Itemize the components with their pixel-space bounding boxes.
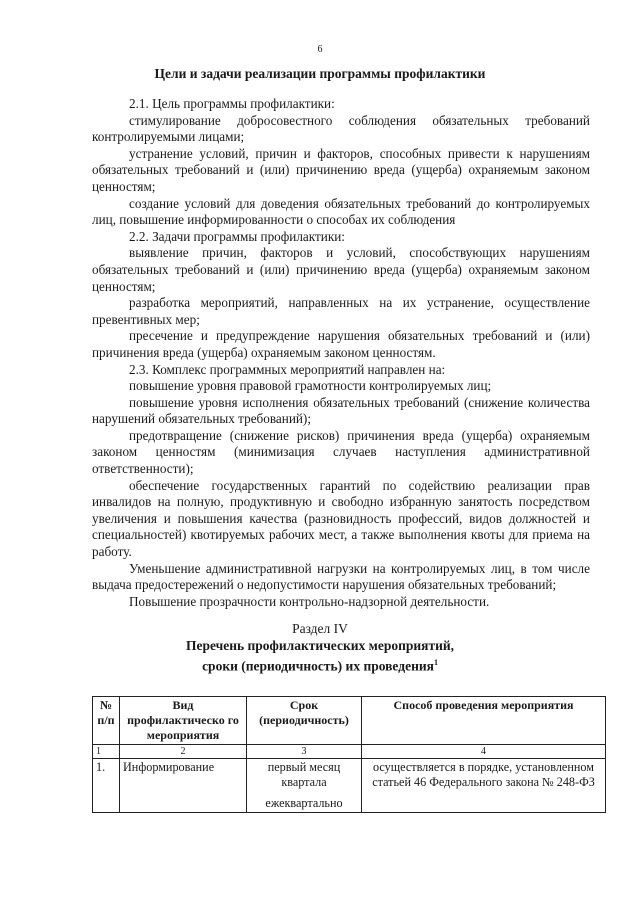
header-term: Срок (периодичность) xyxy=(247,697,362,745)
section-heading-text: сроки (периодичность) их проведения xyxy=(202,658,434,674)
paragraph: обеспечение государственных гарантий по содействию реализации прав инвалидов на полную, продуктивную и свободно избранную занятость посредством увеличения и повышения качества (разновидность профессий, видов должностей и специальностей) квотируемых рабочих мест, а также выполнения квоты для приема на работу. xyxy=(92,477,590,560)
row-number: 1. xyxy=(93,759,120,813)
paragraph: предотвращение (снижение рисков) причинения вреда (ущерба) охраняемым законом ценностям (минимизация случаев наступления административной ответственности); xyxy=(92,427,590,477)
section-label: Раздел IV xyxy=(292,621,348,636)
paragraph: 2.1. Цель программы профилактики: xyxy=(129,96,335,111)
header-number: № п/п xyxy=(93,697,120,745)
footnote-mark: 1 xyxy=(433,658,438,667)
section-heading xyxy=(0,620,640,675)
paragraph: стимулирование добросовестного соблюдения обязательных требований контролируемыми лицами; xyxy=(92,112,590,145)
paragraph: выявление причин, факторов и условий, способствующих нарушениям обязательных требований и (или) причинению вреда (ущерба) охраняемым законом ценностям; xyxy=(92,245,590,294)
paragraph: разработка мероприятий, направленных на их устранение, осуществление превентивных мер; xyxy=(92,295,590,327)
row-term-line2: ежеквартально xyxy=(265,796,343,810)
table-row xyxy=(93,759,606,813)
paragraph: создание условий для доведения обязательных требований до контролируемых лиц, повышение информированности о способах их соблюдения xyxy=(92,195,590,228)
section-heading-line2 xyxy=(0,654,640,675)
row-method: осуществляется в порядке, установленном статьей 46 Федерального закона № 248-ФЗ xyxy=(362,759,606,813)
numbering-cell: 2 xyxy=(120,745,247,759)
paragraph: Уменьшение административной нагрузки на контролируемых лиц, в том числе выдача предостережений о недопустимости нарушения обязательных требований; xyxy=(92,560,590,593)
body-text xyxy=(92,96,590,610)
paragraph: Повышение прозрачности контрольно-надзорной деятельности. xyxy=(129,593,490,609)
table-numbering-row xyxy=(93,745,606,759)
paragraph: 2.3. Комплекс программных мероприятий направлен на: xyxy=(129,361,446,377)
paragraph: пресечение и предупреждение нарушения обязательных требований и (или) причинения вреда (ущерба) охраняемым законом ценностям. xyxy=(92,328,590,360)
page-title: Цели и задачи реализации программы профилактики xyxy=(154,66,486,81)
row-term-line1: первый месяц квартала xyxy=(267,760,341,789)
paragraph: устранение условий, причин и факторов, способных привести к нарушениям обязательных требований и (или) причинению вреда (ущерба) охраняемым законом ценностям; xyxy=(92,145,590,194)
measures-table xyxy=(92,696,606,813)
numbering-cell: 1 xyxy=(93,745,120,759)
paragraph: 2.2. Задачи программы профилактики: xyxy=(129,228,345,244)
paragraph: повышение уровня исполнения обязательных требований (снижение количества нарушений обязательных требований); xyxy=(92,394,590,427)
row-term xyxy=(247,759,362,813)
header-type: Вид профилактическо го мероприятия xyxy=(120,697,247,745)
row-type: Информирование xyxy=(120,759,247,813)
numbering-cell: 4 xyxy=(362,745,606,759)
numbering-cell: 3 xyxy=(247,745,362,759)
section-heading-line1: Перечень профилактических мероприятий, xyxy=(185,638,455,653)
paragraph: повышение уровня правовой грамотности контролируемых лиц; xyxy=(129,378,492,394)
header-method: Способ проведения мероприятия xyxy=(362,697,606,745)
table-header-row xyxy=(93,697,606,745)
page-number: 6 xyxy=(317,44,323,55)
